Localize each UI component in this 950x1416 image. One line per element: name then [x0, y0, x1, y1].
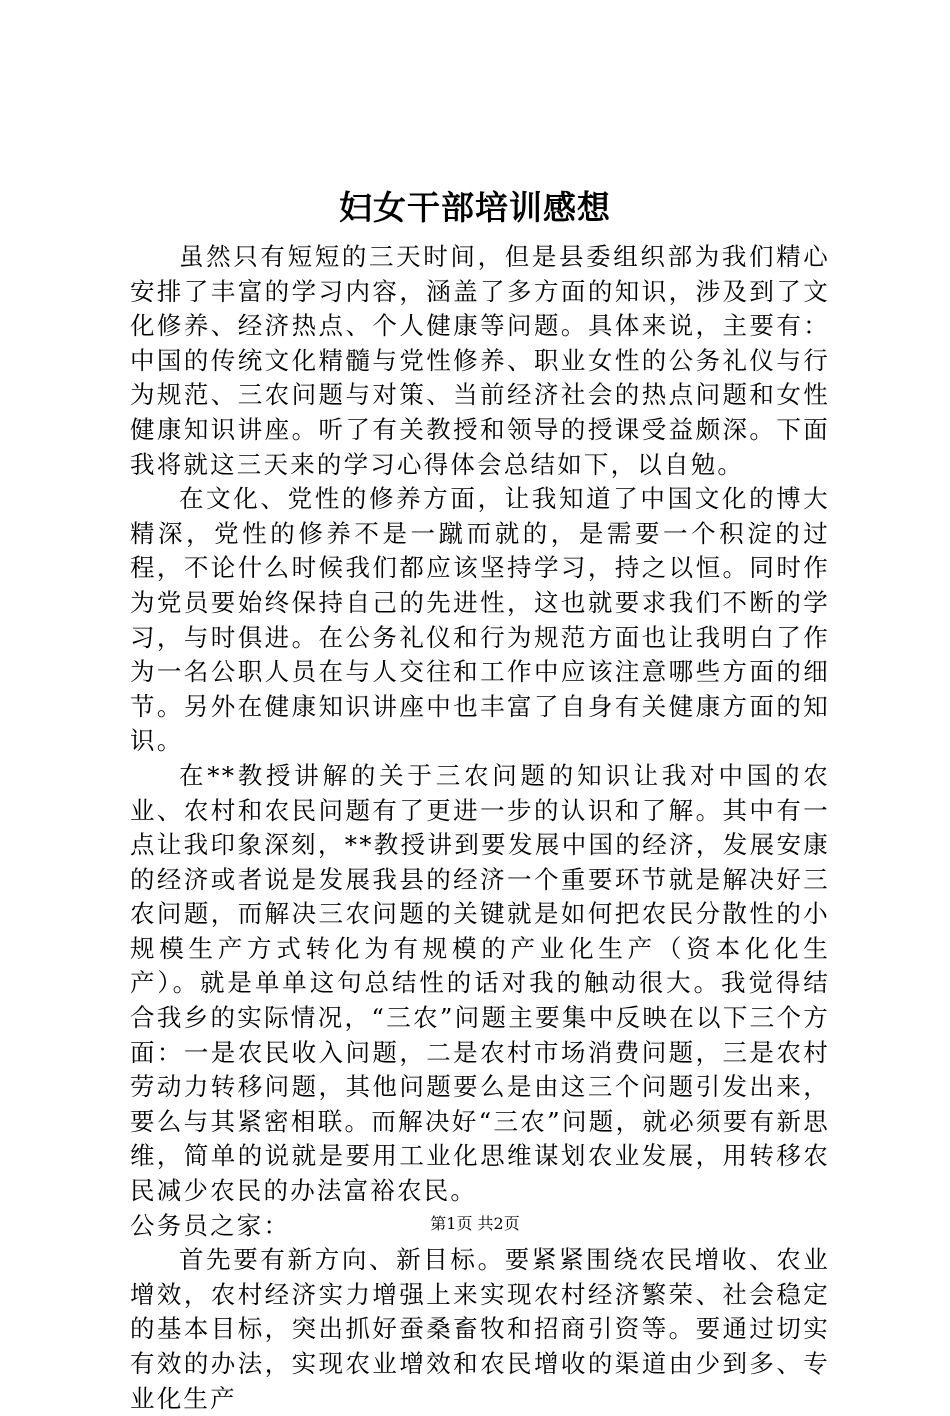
document-title: 妇女干部培训感想	[339, 188, 611, 227]
paragraph-1: 虽然只有短短的三天时间，但是县委组织部为我们精心安排了丰富的学习内容，涵盖了多方面的知识，涉及到了文化修养、经济热点、个人健康等问题。具体来说，主要有：中国的传统文化精髓与党性修养、职业女性的公务礼仪与行为规范、三农问题与对策、当前经济社会的热点问题和女性健康知识讲座。听了有关教授和领导的授课受益颇深。下面我将就这三天来的学习心得体会总结如下，以自勉。	[130, 242, 830, 479]
paragraph-3: 在**教授讲解的关于三农问题的知识让我对中国的农业、农村和农民问题有了更进一步的认识和了解。其中有一点让我印象深刻，**教授讲到要发展中国的经济，发展安康的经济或者说是发展我县的经济一个重要环节就是解决好三农问题，而解决三农问题的关键就是如何把农民分散性的小规模生产方式转化为有规模的产业化生产（资本化化生产）。就是单单这句总结性的话对我的触动很大。我觉得结合我乡的实际情况，“三农”问题主要集中反映在以下三个方面：一是农民收入问题，二是农村市场消费问题，三是农村劳动力转移问题，其他问题要么是由这三个问题引发出来，要么与其紧密相联。而解决好“三农”问题，就必须要有新思维，简单的说就是要用工业化思维谋划农业发展，用转移农民减少农民的办法富裕农民。	[130, 760, 830, 1206]
document-body	[130, 240, 830, 1416]
page-footer: 第1页 共2页	[430, 1214, 520, 1233]
paragraph-4: 公务员之家：	[130, 1210, 291, 1240]
paragraph-5: 首先要有新方向、新目标。要紧紧围绕农民增收、农业增效，农村经济实力增强上来实现农村经济繁荣、社会稳定的基本目标，突出抓好蚕桑畜牧和招商引资等。要通过切实有效的办法，实现农业增效和农民增收的渠道由少到多、专业化生产	[130, 1245, 830, 1413]
paragraph-2: 在文化、党性的修养方面，让我知道了中国文化的博大精深，党性的修养不是一蹴而就的，是需要一个积淀的过程，不论什么时候我们都应该坚持学习，持之以恒。同时作为党员要始终保持自己的先进性，这也就要求我们不断的学习，与时俱进。在公务礼仪和行为规范方面也让我明白了作为一名公职人员在与人交往和工作中应该注意哪些方面的细节。另外在健康知识讲座中也丰富了自身有关健康方面的知识。	[130, 484, 830, 756]
